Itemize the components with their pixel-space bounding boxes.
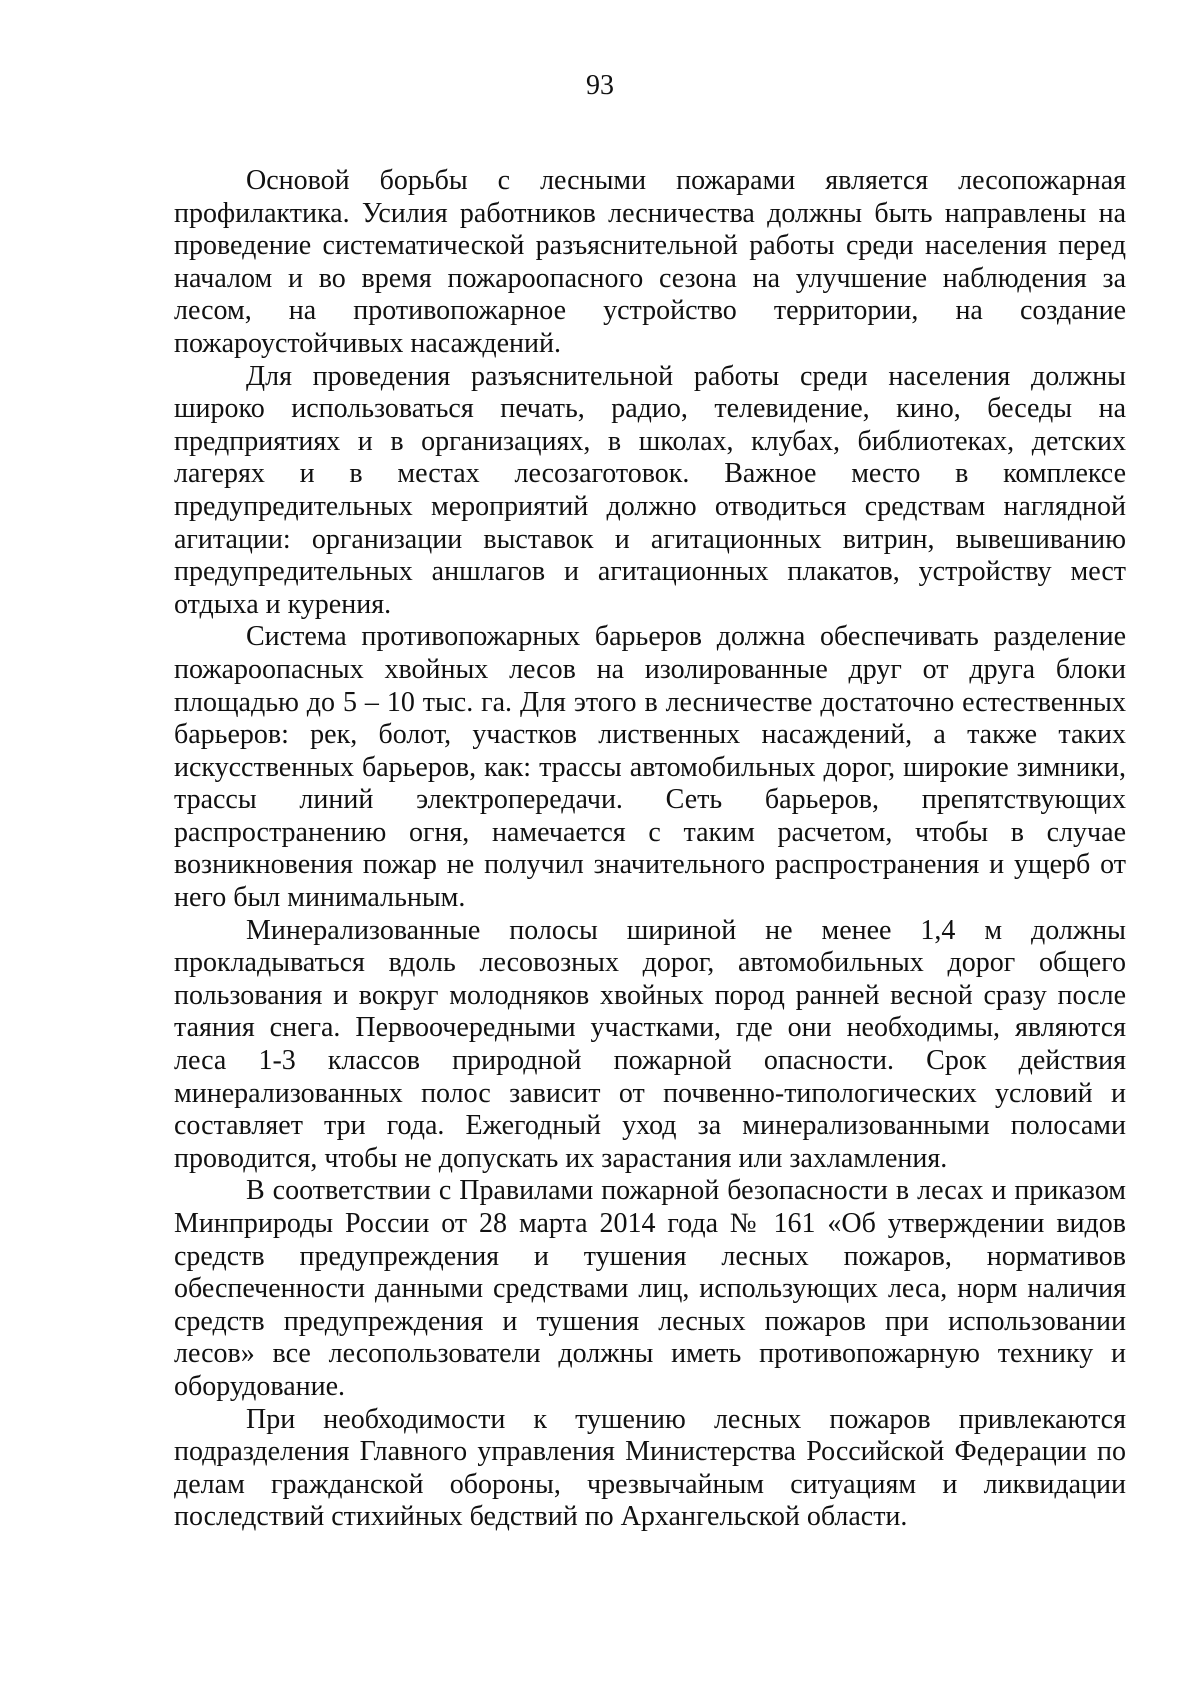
paragraph-fire-safety-rules: В соответствии с Правилами пожарной безопасности в лесах и приказом Минприроды России от 28 марта 2014 года № 161 «Об утверждении видов средств предупреждения и тушения лесных пожаров, нормативов обеспеченности данными средствами лиц, использующих леса, норм наличия средств предупреждения и тушения лесных пожаров при использовании лесов» все лесопользователи должны иметь противопожарную технику и оборудование. [174, 1175, 1126, 1402]
paragraph-mineralized-strips: Минерализованные полосы шириной не менее 1,4 м должны прокладываться вдоль лесовозных дорог, автомобильных дорог общего пользования и вокруг молодняков хвойных пород ранней весной сразу после таяния снега. Первоочередными участками, где они необходимы, являются леса 1-3 классов природной пожарной опасности. Срок действия минерализованных полос зависит от почвенно-типологических условий и составляет три года. Ежегодный уход за минерализованными полосами проводится, чтобы не допускать их зарастания или захламления. [174, 914, 1126, 1174]
paragraph-outreach-work: Для проведения разъяснительной работы среди населения должны широко использоваться печать, радио, телевидение, кино, беседы на предприятиях и в организациях, в школах, клубах, библиотеках, детских лагерях и в местах лесозаготовок. Важное место в комплексе предупредительных мероприятий должно отводиться средствам наглядной агитации: организации выставок и агитационных витрин, вывешиванию предупредительных аншлагов и агитационных плакатов, устройству мест отдыха и курения. [174, 360, 1126, 620]
document-body [174, 165, 1126, 1534]
page-number: 93 [586, 70, 614, 101]
paragraph-fire-barriers: Система противопожарных барьеров должна обеспечивать разделение пожароопасных хвойных лесов на изолированные друг от друга блоки площадью до 5 – 10 тыс. га. Для этого в лесничестве достаточно естественных барьеров: рек, болот, участков лиственных насаждений, а также таких искусственных барьеров, как: трассы автомобильных дорог, широкие зимники, трассы линий электропередачи. Сеть барьеров, препятствующих распространению огня, намечается с таким расчетом, чтобы в случае возникновения пожар не получил значительного распространения и ущерб от него был минимальным. [174, 621, 1126, 914]
paragraph-fire-prevention: Основой борьбы с лесными пожарами является лесопожарная профилактика. Усилия работников лесничества должны быть направлены на проведение систематической разъяснительной работы среди населения перед началом и во время пожароопасного сезона на улучшение наблюдения за лесом, на противопожарное устройство территории, на создание пожароустойчивых насаждений. [174, 165, 1126, 359]
paragraph-emergency-units: При необходимости к тушению лесных пожаров привлекаются подразделения Главного управления Министерства Российской Федерации по делам гражданской обороны, чрезвычайным ситуациям и ликвидации последствий стихийных бедствий по Архангельской области. [174, 1403, 1126, 1533]
